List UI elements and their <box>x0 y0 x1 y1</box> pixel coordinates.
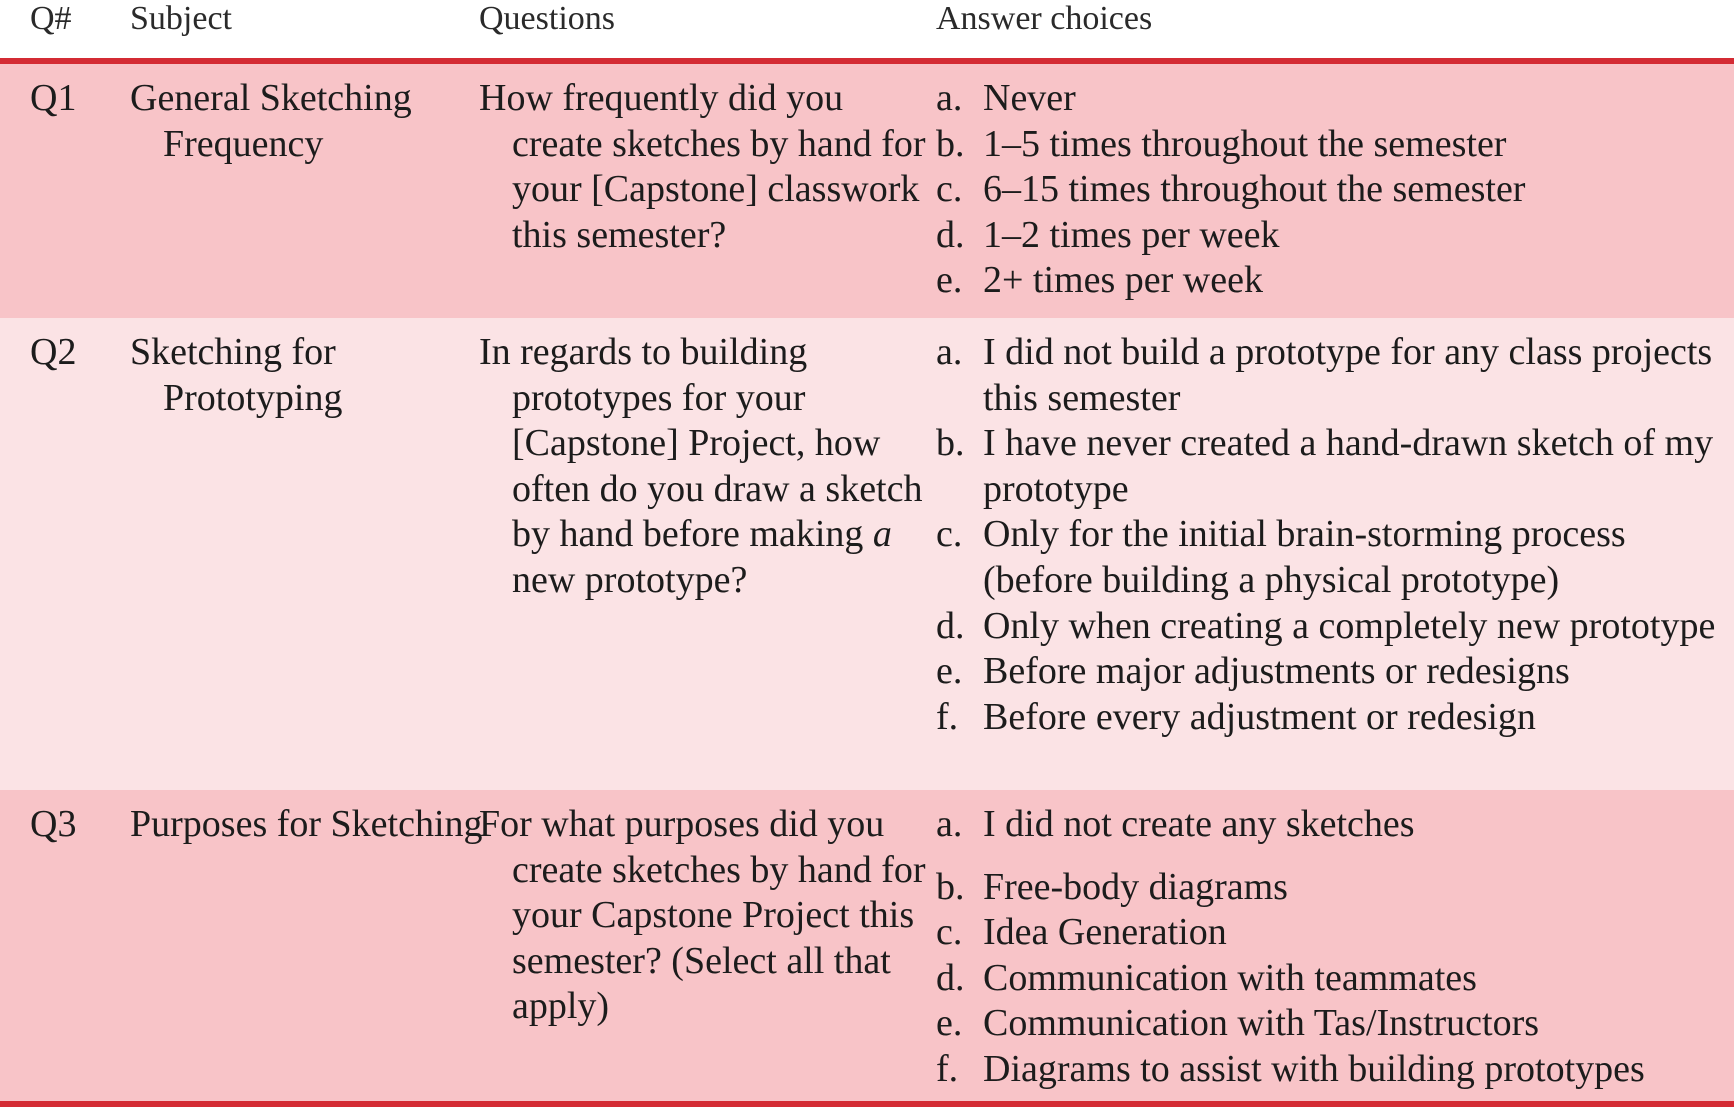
choice-letter: f. <box>936 1047 959 1090</box>
header-subject: Subject <box>130 0 232 37</box>
choice-letter: c. <box>936 911 963 954</box>
choice-letter: c. <box>936 513 963 556</box>
choice-text: Free-body diagrams <box>983 865 1288 908</box>
choice-letter: c. <box>936 168 963 211</box>
choice-text: Only for the initial brain-storming process (before building a physical prototype) <box>983 513 1626 601</box>
subject-cell: General Sketching Frequency <box>130 77 412 165</box>
answer-choices <box>936 330 1726 740</box>
choice-text: Never <box>983 77 1076 119</box>
choice-text: Before every adjustment or redesign <box>983 695 1536 738</box>
question-text-end: new prototype? <box>512 558 748 601</box>
question-cell: For what purposes did you create sketches by hand for your Capstone Project this semester? (Select all that apply) <box>479 803 926 1028</box>
choice-text: Before major adjustments or redesigns <box>983 650 1570 693</box>
bottom-rule <box>0 1101 1734 1107</box>
answer-choice <box>936 910 1726 956</box>
choice-letter: e. <box>936 650 963 693</box>
table-row-q1 <box>0 64 1734 318</box>
answer-choice <box>936 649 1726 695</box>
answer-choice <box>936 512 1726 603</box>
answer-choice <box>936 258 1726 304</box>
question-number: Q1 <box>30 77 77 119</box>
choice-text: I did not build a prototype for any class projects this semester <box>983 331 1713 419</box>
choice-letter: e. <box>936 1002 963 1045</box>
question-number: Q2 <box>30 331 77 373</box>
answer-choice <box>936 1047 1726 1093</box>
choice-letter: a. <box>936 803 963 845</box>
table-row-q3 <box>0 790 1734 1101</box>
answer-choice <box>936 956 1726 1002</box>
header-qnum: Q# <box>30 0 72 37</box>
answer-choice <box>936 695 1726 741</box>
answer-choice <box>936 421 1726 512</box>
choice-text: 1–2 times per week <box>983 213 1280 256</box>
choice-text: Communication with Tas/Instructors <box>983 1002 1540 1045</box>
answer-choice <box>936 865 1726 911</box>
question-text-italic: a <box>872 513 892 556</box>
choice-letter: b. <box>936 422 965 465</box>
choice-letter: b. <box>936 865 965 908</box>
header-answer-choices: Answer choices <box>936 0 1153 37</box>
choice-text: 6–15 times throughout the semester <box>983 168 1526 211</box>
answer-choice <box>936 76 1726 122</box>
answer-choice <box>936 122 1726 168</box>
answer-choice <box>936 1001 1726 1047</box>
table-row-q2 <box>0 318 1734 790</box>
question-text: In regards to building prototypes for your [Capstone] Project, how often do you draw a sketch by hand before making <box>479 331 923 556</box>
answer-choices <box>936 802 1726 1093</box>
question-cell <box>479 330 932 604</box>
answer-choice <box>936 167 1726 213</box>
choice-letter: f. <box>936 695 959 738</box>
choice-letter: b. <box>936 122 965 165</box>
choice-text: Communication with teammates <box>983 956 1477 999</box>
choice-text: I have never created a hand-drawn sketch of my prototype <box>983 422 1714 510</box>
header-questions: Questions <box>479 0 615 37</box>
question-number: Q3 <box>30 803 77 845</box>
choice-letter: e. <box>936 259 963 302</box>
choice-text: I did not create any sketches <box>983 803 1415 845</box>
answer-choice <box>936 213 1726 259</box>
answer-choice <box>936 604 1726 650</box>
choice-text: 1–5 times throughout the semester <box>983 122 1507 165</box>
choice-text: 2+ times per week <box>983 259 1263 302</box>
choice-text: Only when creating a completely new prototype <box>983 604 1716 647</box>
choice-text: Diagrams to assist with building prototypes <box>983 1047 1645 1090</box>
choice-letter: a. <box>936 77 963 119</box>
answer-choice <box>936 330 1726 421</box>
choice-letter: d. <box>936 604 965 647</box>
choice-letter: d. <box>936 956 965 999</box>
question-cell: How frequently did you create sketches by hand for your [Capstone] classwork this semester? <box>479 77 926 256</box>
choice-text: Idea Generation <box>983 911 1227 954</box>
table-header <box>0 0 1734 58</box>
choice-letter: d. <box>936 213 965 256</box>
subject-cell: Sketching for Prototyping <box>130 331 343 419</box>
choice-letter: a. <box>936 331 963 373</box>
subject-cell: Purposes for Sketching <box>130 803 483 845</box>
answer-choices <box>936 76 1726 304</box>
answer-choice <box>936 802 1726 848</box>
